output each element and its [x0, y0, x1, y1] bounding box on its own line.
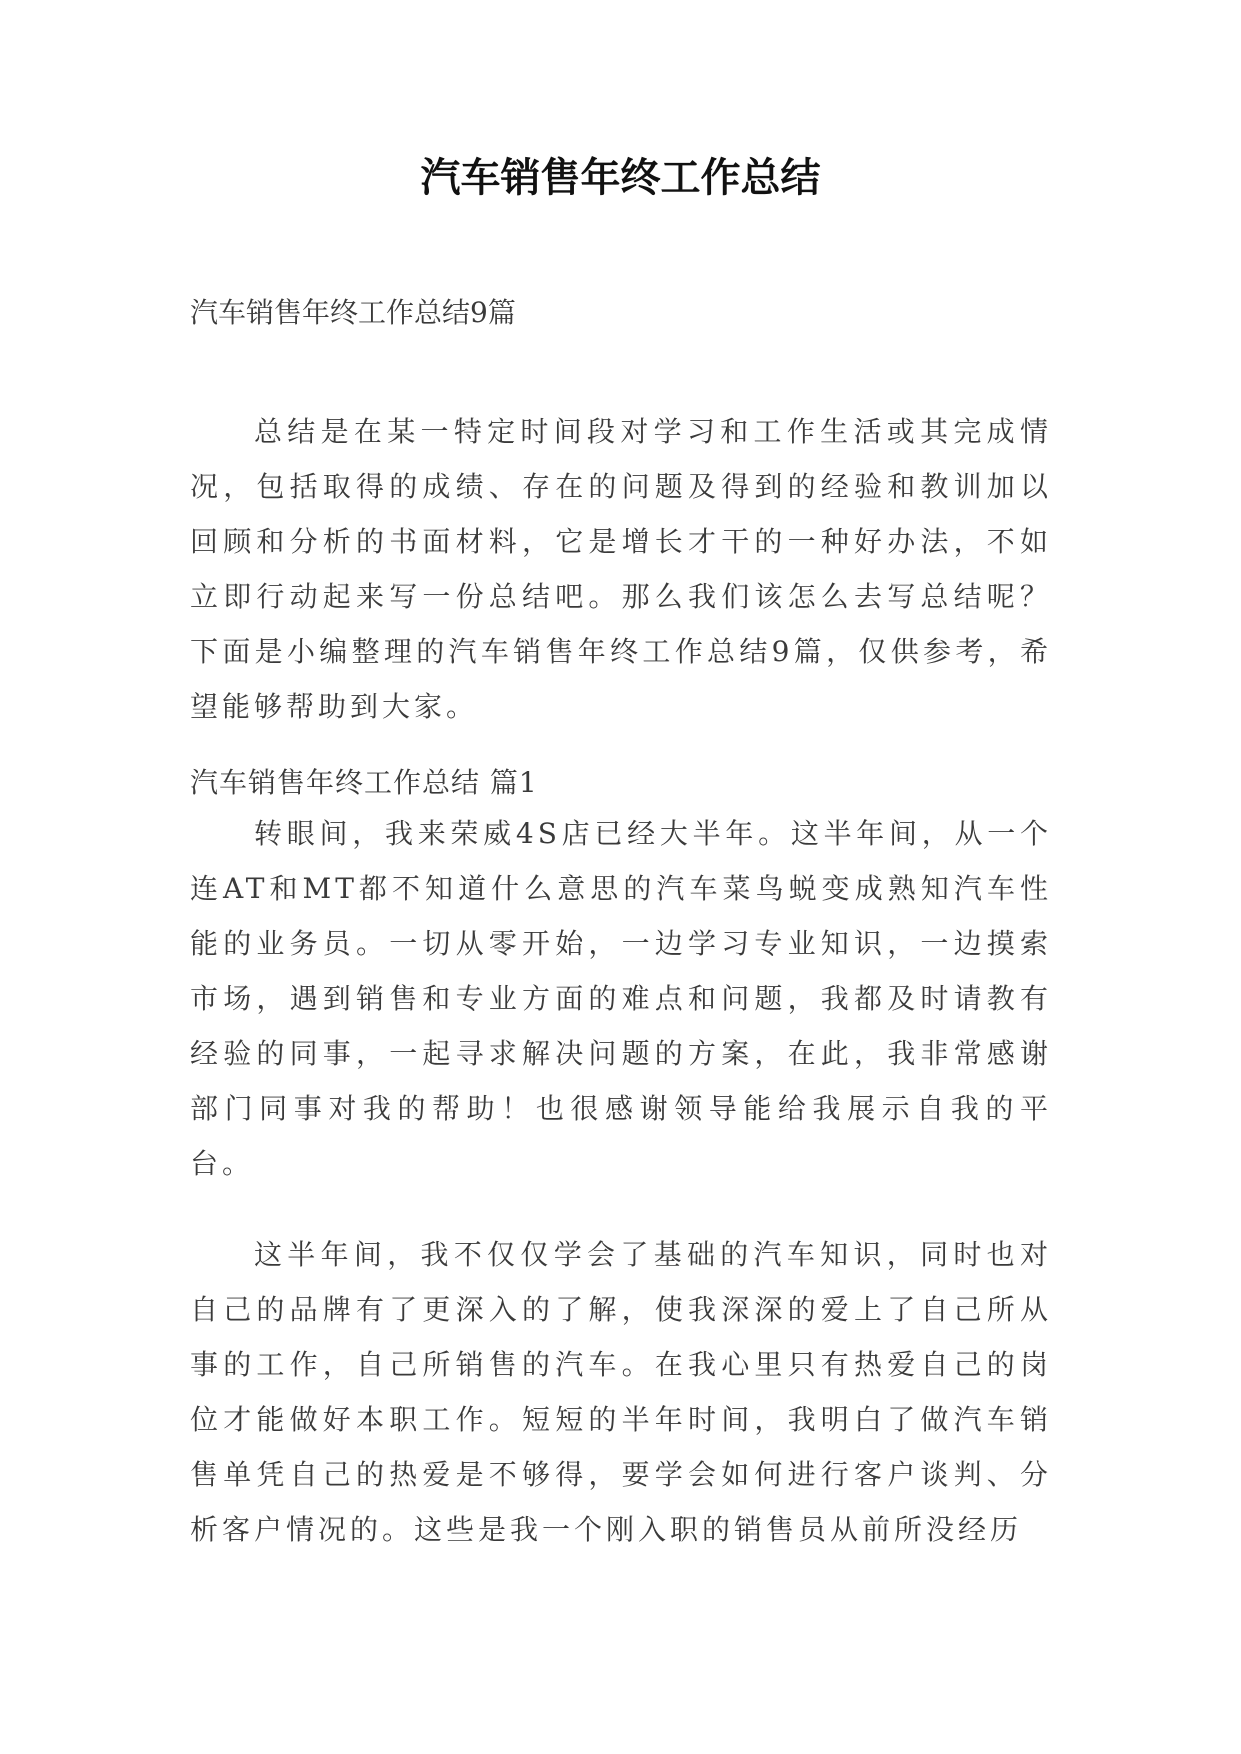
- document-title: 汽车销售年终工作总结: [420, 155, 821, 201]
- section-paragraph: 这半年间，我不仅仅学会了基础的汽车知识，同时也对自己的品牌有了更深入的了解，使我深深的爱上了自己所从事的工作，自己所销售的汽车。在我心里只有热爱自己的岗位才能做好本职工作。短短的半年时间，我明白了做汽车销售单凭自己的热爱是不够得，要学会如何进行客户谈判、分析客户情况的。这些是我一个刚入职的销售员从前所没经历: [190, 1238, 1052, 1546]
- document-subtitle: 汽车销售年终工作总结9篇: [190, 296, 516, 329]
- section-paragraph: 转眼间，我来荣威4S店已经大半年。这半年间，从一个连AT和MT都不知道什么意思的汽车菜鸟蜕变成熟知汽车性能的业务员。一切从零开始，一边学习专业知识，一边摸索市场，遇到销售和专业方面的难点和问题，我都及时请教有经验的同事，一起寻求解决问题的方案，在此，我非常感谢部门同事对我的帮助！也很感谢领导能给我展示自我的平台。: [190, 817, 1052, 1180]
- section-heading: 汽车销售年终工作总结 篇1: [190, 766, 538, 799]
- intro-paragraph: 总结是在某一特定时间段对学习和工作生活或其完成情况，包括取得的成绩、存在的问题及得到的经验和教训加以回顾和分析的书面材料，它是增长才干的一种好办法，不如立即行动起来写一份总结吧。那么我们该怎么去写总结呢？下面是小编整理的汽车销售年终工作总结9篇，仅供参考，希望能够帮助到大家。: [190, 415, 1052, 723]
